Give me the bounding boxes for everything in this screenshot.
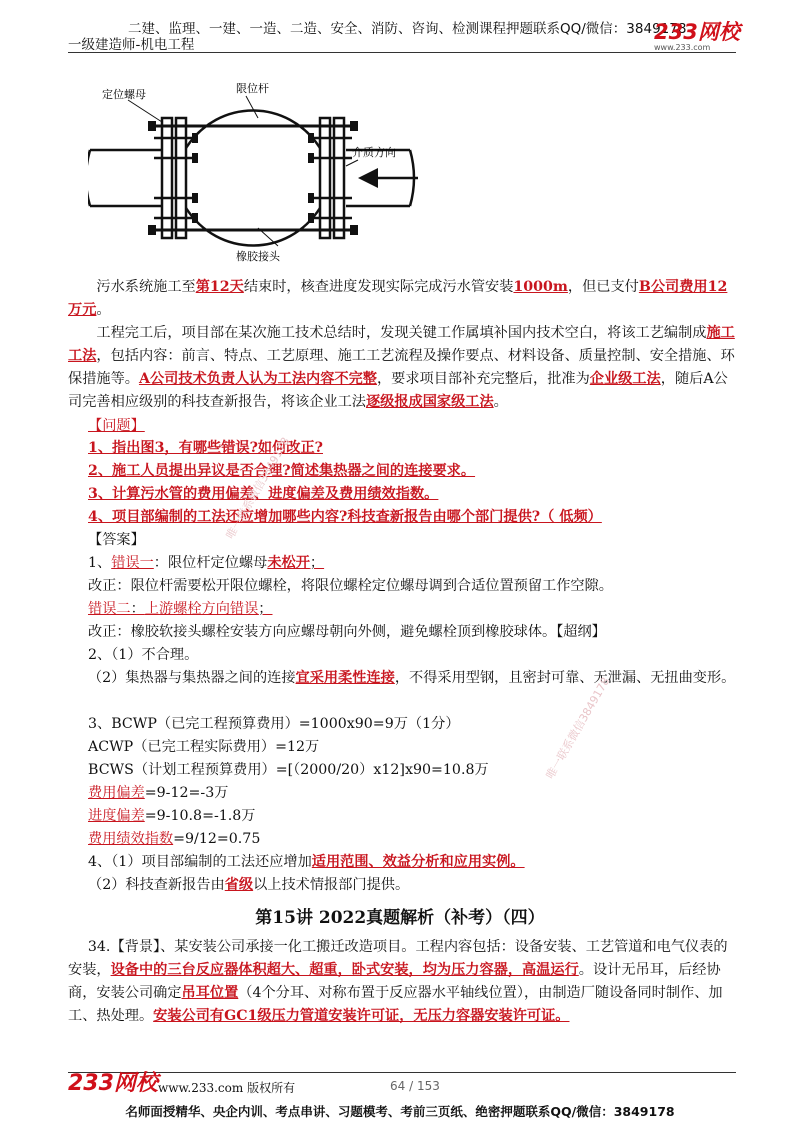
label-joint: 橡胶接头 (236, 251, 280, 263)
answer-1-fix-1: 改正：限位杆需要松开限位螺栓，将限位螺栓定位螺母调到合适位置预留工作空隙。 (88, 578, 613, 594)
answer-3-cv: 费用偏差=9-12=-3万 (88, 785, 229, 801)
header-contact-line: 二建、监理、一建、一造、二造、安全、消防、咨询、检测课程押题联系QQ/微信：3849178 (128, 21, 687, 37)
answer-2-1: 2、（1）不合理。 (88, 647, 199, 663)
question-4: 4、项目部编制的工法还应增加哪些内容?科技查新报告由哪个部门提供?（ 低频） (88, 509, 602, 525)
answer-1-error-2: 错误二：上游螺栓方向错误； (88, 601, 273, 617)
question-1: 1、指出图3，有哪些错误?如何改正? (88, 440, 323, 456)
footer-site: www.233.com 版权所有 (158, 1081, 296, 1095)
answer-3-cpi: 费用绩效指数=9/12=0.75 (88, 831, 261, 847)
paragraph-method: 工程完工后，项目部在某次施工技术总结时，发现关键工作属填补国内技术空白，将该工艺编制成施工工法，包括内容：前言、特点、工艺原理、施工工艺流程及操作要点、材料设备、质量控制、安全措施、环保措施等。A公司技术负责人认为工法内容不完整，要求项目部补充完整后，批准为企业级工法，随后A公司完善相应级别的科技查新报告，将该企业工法逐级报成国家级工法。 (68, 325, 735, 410)
header-rule (68, 52, 736, 53)
answer-4-1: 4、（1）项目部编制的工法还应增加适用范围、效益分析和应用实例。 (88, 854, 525, 870)
question-3: 3、计算污水管的费用偏差、进度偏差及费用绩效指数。 (88, 486, 439, 502)
answer-3-sv: 进度偏差=9-10.8=-1.8万 (88, 808, 256, 824)
footer-contact-line: 名师面授精华、央企内训、考点串讲、习题模考、考前三页纸、绝密押题联系QQ/微信：3849178 (125, 1104, 675, 1119)
answer-4-2: （2）科技查新报告由省级以上技术情报部门提供。 (88, 877, 410, 893)
answer-3-bcwp: 3、BCWP（已完工程预算费用）=1000x90=9万（1分） (88, 716, 460, 732)
answer-3-bcws: BCWS（计划工程预算费用）=[（2000/20）x12]x90=10.8万 (88, 762, 489, 778)
label-rod: 限位杆 (236, 83, 269, 95)
answer-1-error-1: 1、错误一：限位杆定位螺母未松开； (88, 555, 325, 571)
header-subject: 一级建造师-机电工程 (68, 37, 195, 53)
label-nut: 定位螺母 (102, 89, 146, 101)
section-title: 第15讲 2022真题解析（补考）（四） (255, 908, 545, 928)
label-flow: 介质方向 (352, 147, 396, 159)
question-2: 2、施工人员提出异议是否合理?简述集热器之间的连接要求。 (88, 463, 476, 479)
footer-logo: 233网校 (68, 1071, 158, 1096)
watermark: 唯一联系微信3849178 (223, 435, 293, 542)
header-logo: 233网校 www.233.com (654, 20, 740, 52)
page-number: 64 / 153 (390, 1079, 440, 1093)
footer-rule (68, 1072, 736, 1073)
answer-1-fix-2: 改正：橡胶软接头螺栓安装方向应螺母朝向外侧，避免螺栓顶到橡胶球体。【超纲】 (88, 624, 606, 640)
rubber-joint-figure (88, 78, 418, 268)
paragraph-background: 34.【背景】、某安装公司承接一化工搬迁改造项目。工程内容包括：设备安装、工艺管道和电气仪表的安装，设备中的三台反应器体积超大、超重，卧式安装，均为压力容器，高温运行。设计无吊耳，后经协商，安装公司确定吊耳位置（4个分耳、对称布置于反应器水平轴线位置），由制造厂随设备同时制作、加工、热处理。安装公司有GC1级压力管道安装许可证，无压力容器安装许可证。 (68, 939, 728, 1024)
question-title: 【问题】 (88, 418, 145, 434)
answer-2-2: （2）集热器与集热器之间的连接宜采用柔性连接，不得采用型钢，且密封可靠、无泄漏、无扭曲变形。 (87, 670, 736, 686)
answer-title: 【答案】 (88, 532, 145, 548)
watermark: 唯一联系微信3849178 (543, 675, 613, 782)
paragraph-progress: 污水系统施工至第12天结束时，核查进度发现实际完成污水管安装1000m，但已支付B公司费用12万元。 (68, 279, 728, 318)
answer-3-acwp: ACWP（已完工程实际费用）=12万 (88, 739, 320, 755)
